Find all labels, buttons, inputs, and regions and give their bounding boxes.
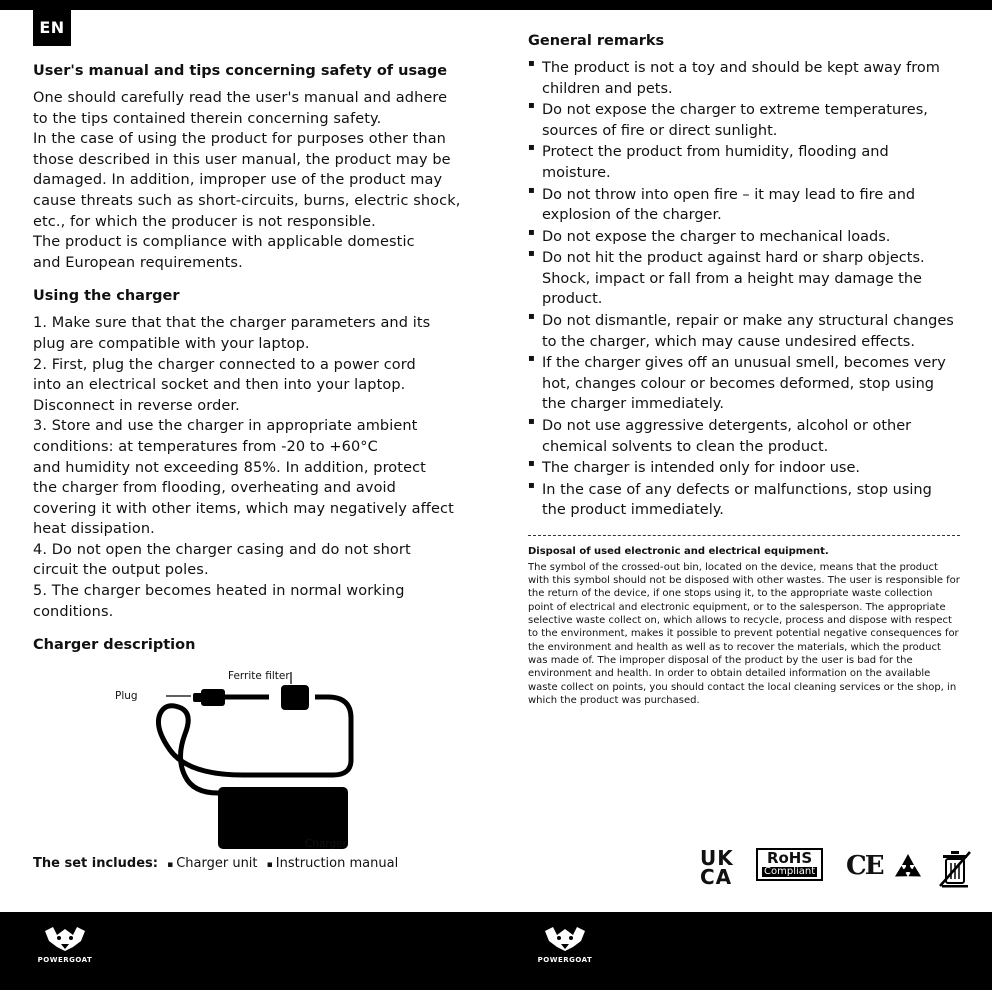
list-item: ▪ Protect the product from humidity, flooding and moisture. [528,142,960,183]
divider-dashed [528,535,960,536]
using-line: Disconnect in reverse order. [33,397,240,414]
footer-brand: POWERGOAT [537,956,593,964]
using-line: into an electrical socket and then into your laptop. [33,377,406,394]
using-line: plug are compatible with your laptop. [33,336,310,353]
list-item: ▪ Do not dismantle, repair or make any structural changes to the charger, which may cause undesired effects. [528,311,960,352]
using-line: covering it with other items, which may negatively affect [33,500,454,517]
charger-diagram [33,600,483,850]
using-charger-block [33,313,481,622]
list-item: ▪ Do not expose the charger to extreme temperatures, sources of fire or direct sunlight. [528,100,960,141]
disposal-text: The symbol of the crossed-out bin, located on the device, means that the product with this symbol should not be disposed with other wastes. The user is responsible for the return of the device, if one stops using it, to the appropriate waste collection point of electrical and electronic equipment, or to the salesperson. The appropriate selective waste collect on, which allows to recycle, process and dispose with respect to the environment, makes it possible to prevent potential negative consequences for the environment and health as well as to recover the materials, which the product was made of. The improper disposal of the product by the user is bad for the environment and health. In order to obtain detailed information on the available waste collect on points, you should contact the local cleaning services or the shop, in which the product was purchased. [528,561,960,706]
ukca-line1: UK [700,846,734,870]
ukca-mark [700,846,734,889]
footer-brand: POWERGOAT [37,956,93,964]
disposal-title: Disposal of used electronic and electrical equipment. [528,545,829,557]
safety-line: etc., for which the producer is not responsible. [33,213,376,230]
left-column [33,62,481,662]
safety-line: damaged. In addition, improper use of the product may [33,172,443,189]
certification-marks [700,845,970,900]
figure-label-plug: Plug [115,690,138,702]
set-includes-item: Instruction manual [275,856,399,871]
using-line: 2. First, plug the charger connected to a power cord [33,356,416,373]
bottom-black-bar [0,912,992,990]
ce-mark: CE [846,851,883,881]
rohs-line1: RoHS [766,849,813,867]
using-line: 4. Do not open the charger casing and do not short [33,541,411,558]
weee-crossed-bin-icon [938,849,972,893]
list-item: ▪ If the charger gives off an unusual smell, becomes very hot, changes colour or becomes deformed, stop using the charger immediately. [528,353,960,415]
using-line: the charger from flooding, overheating and avoid [33,480,396,497]
footer-logo-right [535,925,595,975]
footer-logo-left [35,925,95,975]
set-includes-item: Charger unit [176,856,258,871]
using-line: and humidity not exceeding 85%. In addition, protect [33,459,426,476]
bullet-square-icon: ▪ [167,860,174,870]
goat-logo-icon [35,925,95,959]
list-item: ▪ The product is not a toy and should be kept away from children and pets. [528,58,960,99]
list-item: ▪ In the case of any defects or malfunctions, stop using the product immediately. [528,480,960,521]
using-line: conditions: at temperatures from -20 to +60°C [33,438,378,455]
figure-label-ferrite: Ferrite filter [228,670,290,682]
general-remarks-list [528,58,960,521]
using-line: heat dissipation. [33,521,155,538]
list-item: ▪ The charger is intended only for indoor use. [528,458,960,479]
set-includes-label: The set includes: [33,856,158,871]
bullet-square-icon: ▪ [266,860,273,870]
safety-line: and European requirements. [33,254,243,271]
rohs-line2: Compliant [764,865,816,877]
set-includes [33,856,398,871]
charger-diagram-svg [33,600,483,850]
list-item: ▪ Do not use aggressive detergents, alcohol or other chemical solvents to clean the product. [528,416,960,457]
list-item: ▪ Do not throw into open fire – it may lead to fire and explosion of the charger. [528,185,960,226]
using-line: circuit the output poles. [33,562,209,579]
list-item: ▪ Do not expose the charger to mechanical loads. [528,227,960,248]
top-black-bar [0,0,992,10]
figure-label-charger: Charger [305,838,347,850]
ukca-line2: CA [700,865,733,889]
safety-line: to the tips contained therein concerning safety. [33,110,382,127]
rohs-mark [756,848,823,881]
safety-line: cause threats such as short-circuits, burns, electric shock, [33,193,461,210]
using-line: 1. Make sure that that the charger parameters and its [33,315,431,332]
using-line: conditions. [33,603,114,620]
goat-logo-icon [535,925,595,959]
section-title-safety: User's manual and tips concerning safety of usage [33,63,448,79]
safety-line: In the case of using the product for purposes other than [33,131,446,148]
using-line: 5. The charger becomes heated in normal working [33,582,405,599]
language-badge: EN [33,8,71,46]
safety-line: The product is compliance with applicable domestic [33,234,415,251]
section-title-using-charger: Using the charger [33,288,180,305]
section-title-general-remarks: General remarks [528,33,665,49]
section-title-charger-description: Charger description [33,637,196,654]
safety-paragraph-block [33,88,481,273]
recycle-icon [890,851,926,891]
right-column [528,32,960,707]
list-item: ▪ Do not hit the product against hard or sharp objects. Shock, impact or fall from a height may damage the product. [528,248,960,310]
safety-line: One should carefully read the user's manual and adhere [33,90,448,107]
safety-line: those described in this user manual, the product may be [33,151,451,168]
using-line: 3. Store and use the charger in appropriate ambient [33,418,418,435]
